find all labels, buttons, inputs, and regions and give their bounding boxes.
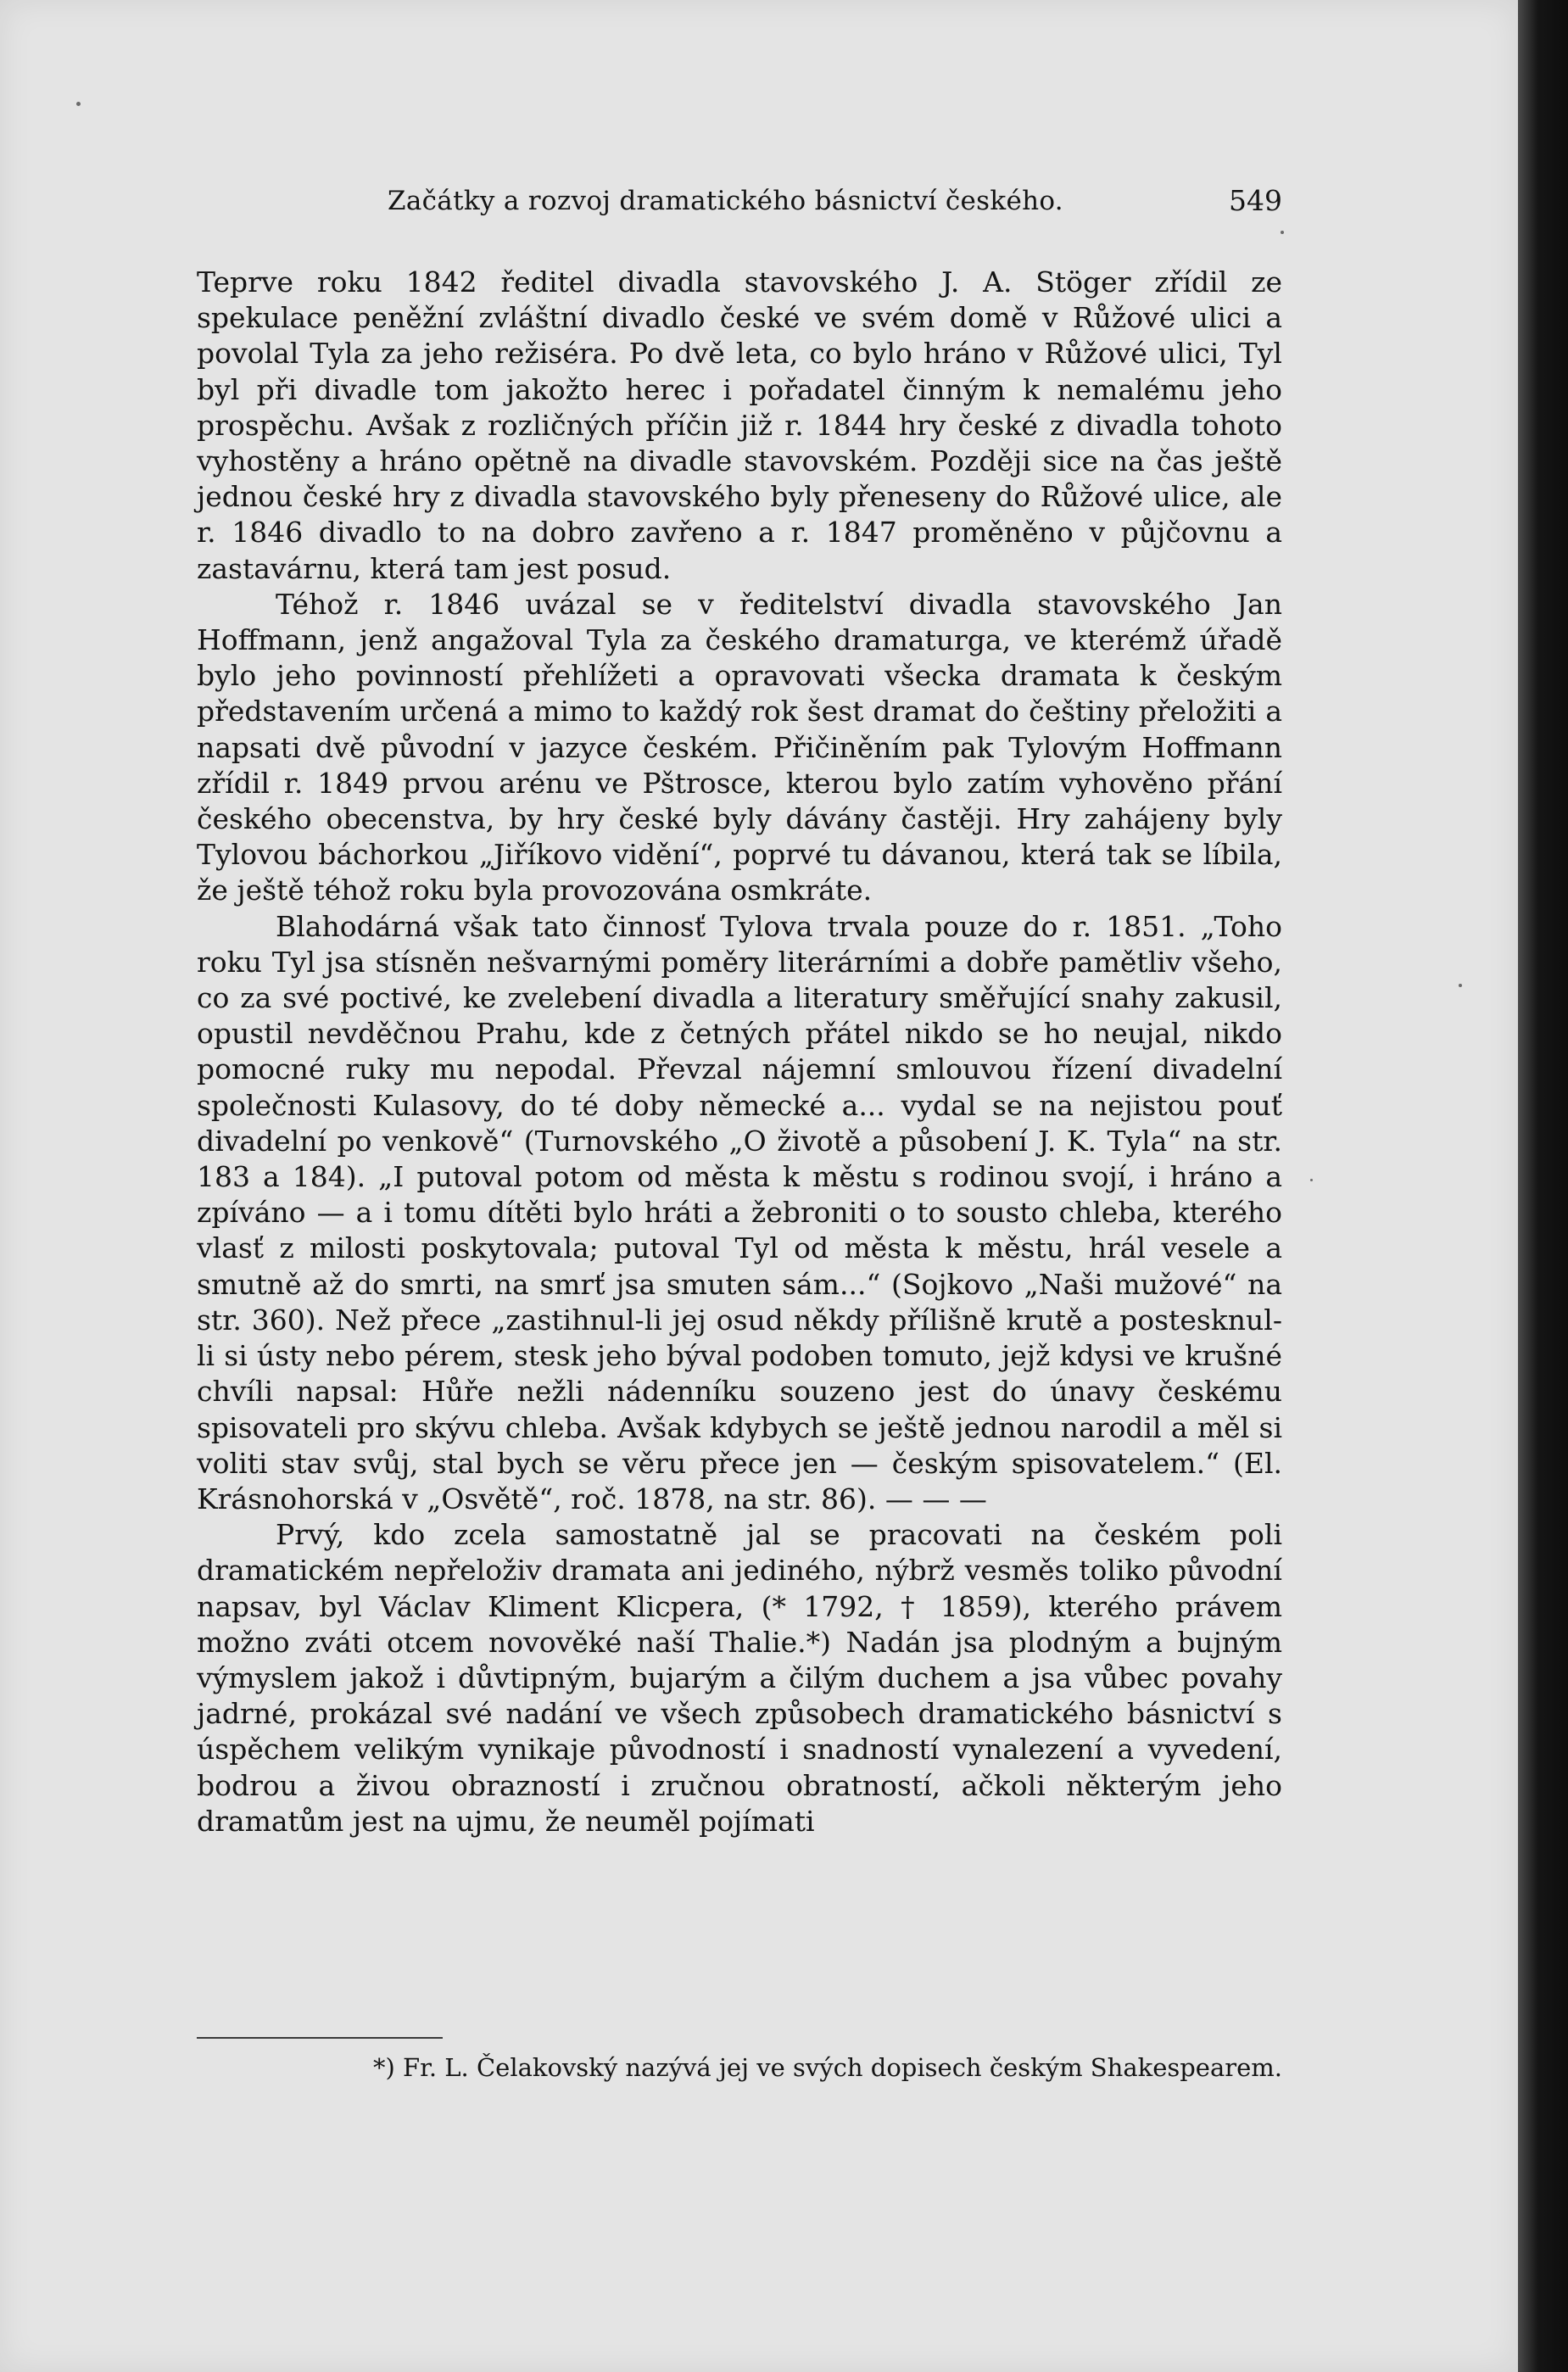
footnote-rule (197, 2037, 443, 2039)
paragraph: Téhož r. 1846 uvázal se v ředitelství divadla stavovského Jan Hoffmann, jenž angažoval Tyla za českého dramaturga, ve kterémž úřadě bylo jeho povinností přehlížeti a opravovati všecka dramata k českým představením určená a mimo to každý rok šest dramat do češtiny přeložiti a napsati dvě původní v jazyce českém. Přičiněním pak Tylovým Hoffmann zřídil r. 1849 prvou arénu ve Pštrosce, kterou bylo zatím vyhověno přání českého obecenstva, by hry české byly dávány častěji. Hry zahájeny byly Tylovou báchorkou „Jiříkovo vidění“, poprvé tu dávanou, která tak se líbila, že ještě téhož roku byla provozována osmkráte. (197, 587, 1282, 907)
footnote: *) Fr. L. Čelakovský nazývá jej ve svých dopisech českým Shakespearem. (373, 2053, 1282, 2082)
dust-speck (1459, 984, 1462, 987)
paragraph: Prvý, kdo zcela samostatně jal se pracovati na českém poli dramatickém nepřeloživ dramata ani jediného, nýbrž vesměs toliko původní napsav, byl Václav Kliment Klicpera, (* 1792, † 1859), kterého právem možno zváti otcem novověké naší Thalie.*) Nadán jsa plodným a bujným výmyslem jakož i důvtipným, bujarým a čilým duchem a jsa vůbec povahy jadrné, prokázal své nadání ve všech způsobech dramatického básnictví s úspěchem velikým vynikaje původností i snadností vynalezení a vyvedení, bodrou a živou obrazností i zručnou obratností, ačkoli některým jeho dramatům jest na ujmu, že neuměl pojímati (197, 1518, 1282, 1838)
dust-speck (1310, 1179, 1313, 1181)
running-title: Začátky a rozvoj dramatického básnictví českého. (388, 186, 1063, 216)
running-head (197, 180, 1282, 222)
body-text (197, 265, 1282, 1839)
paragraph: Blahodárná však tato činnosť Tylova trvala pouze do r. 1851. „Toho roku Tyl jsa stísněn nešvarnými poměry literárními a dobře pamětliv všeho, co za své poctivé, ke zvelebení divadla a literatury směřující snahy zakusil, opustil nevděčnou Prahu, kde z četných přátel nikdo se ho neujal, nikdo pomocné ruky mu nepodal. Převzal nájemní smlouvou řízení divadelní společnosti Kulasovy, do té doby německé a... vydal se na nejistou pouť divadelní po venkově“ (Turnovského „O životě a působení J. K. Tyla“ na str. 183 a 184). „I putoval potom od města k městu s rodinou svojí, i hráno a zpíváno — a i tomu dítěti bylo hráti a žebroniti o to sousto chleba, kterého vlasť z milosti poskytovala; putoval Tyl od města k městu, hrál vesele a smutně až do smrti, na smrť jsa smuten sám...“ (Sojkovo „Naši mužové“ na str. 360). Než přece „zastihnul-li jej osud někdy přílišně krutě a postesknul-li si ústy nebo pérem, stesk jeho býval podoben tomuto, jejž kdysi ve krušné chvíli napsal: Hůře nežli nádenníku souzeno jest do únavy českému spisovateli pro skývu chleba. Avšak kdybych se ještě jednou narodil a měl si voliti stav svůj, stal bych se věru přece jen — českým spisovatelem.“ (El. Krásnohorská v „Osvětě“, roč. 1878, na str. 86). — — — (197, 909, 1282, 1515)
paragraph: Teprve roku 1842 ředitel divadla stavovského J. A. Stöger zřídil ze spekulace peněžní zvláštní divadlo české ve svém domě v Růžové ulici a povolal Tyla za jeho režiséra. Po dvě leta, co bylo hráno v Růžové ulici, Tyl byl při divadle tom jakožto herec i pořadatel činným k nemalému jeho prospěchu. Avšak z rozličných příčin již r. 1844 hry české z divadla tohoto vyhostěny a hráno opětně na divadle stavovském. Později sice na čas ještě jednou české hry z divadla stavovského byly přeneseny do Růžové ulice, ale r. 1846 divadlo to na dobro zavřeno a r. 1847 proměněno v půjčovnu a zastavárnu, která tam jest posud. (197, 265, 1282, 585)
dust-speck (1281, 231, 1284, 234)
page-number: 549 (1229, 184, 1282, 217)
dust-speck (76, 102, 81, 106)
page-edge-shadow (1518, 0, 1568, 2372)
